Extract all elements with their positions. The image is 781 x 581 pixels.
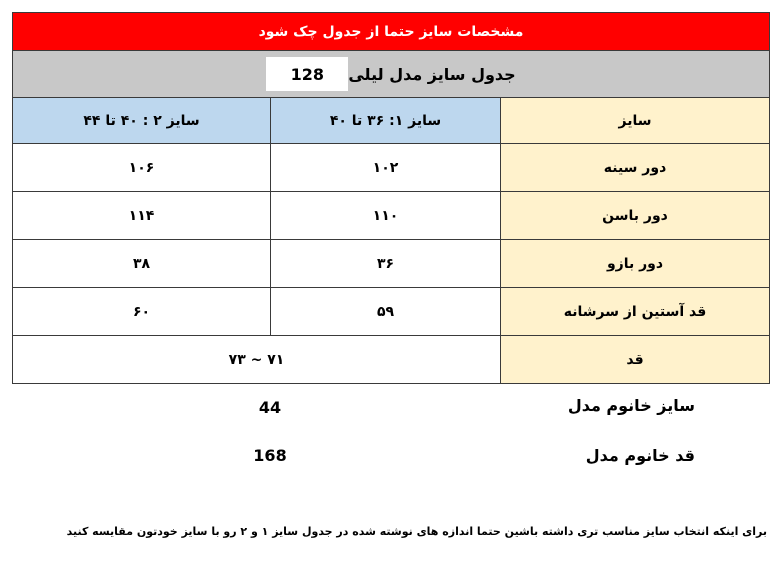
size-table (12, 12, 770, 384)
table-header-title: مشخصات سایز حتما از جدول چک شود (13, 13, 770, 51)
row-chest-label: دور سینه (501, 144, 770, 192)
table-row (13, 192, 770, 240)
model-title-row (13, 51, 770, 98)
label-header: سایز (501, 98, 770, 144)
row-arm-s2: ۳۸ (13, 240, 271, 288)
row-sleeve-label: قد آستین از سرشانه (501, 288, 770, 336)
row-hip-s2: ۱۱۴ (13, 192, 271, 240)
table-row (13, 288, 770, 336)
row-sleeve-s1: ۵۹ (271, 288, 501, 336)
model-height-value: 168 (253, 446, 287, 465)
row-sleeve-s2: ۶۰ (13, 288, 271, 336)
model-size-label: سایز خانوم مدل (567, 396, 695, 415)
model-number: 128 (266, 57, 348, 91)
row-arm-label: دور بازو (501, 240, 770, 288)
row-hip-label: دور باسن (501, 192, 770, 240)
size1-header: سایز ۱: ۳۶ تا ۴۰ (271, 98, 501, 144)
row-height-label: قد (501, 336, 770, 384)
row-height-value: ۷۱ ~ ۷۳ (13, 336, 501, 384)
row-chest-s2: ۱۰۶ (13, 144, 271, 192)
row-chest-s1: ۱۰۲ (271, 144, 501, 192)
note-text: برای اینکه انتخاب سایز مناسب تری داشته باشین حتما اندازه های نوشته شده در جدول سایز ۱ و ۲ رو با سایز خودتون مقایسه کنید (66, 525, 767, 538)
table-row (13, 336, 770, 384)
table-row (13, 144, 770, 192)
model-height-label: قد خانوم مدل (585, 446, 695, 465)
table-title: جدول سایز مدل لیلی (348, 64, 516, 84)
row-arm-s1: ۳۶ (271, 240, 501, 288)
table-row (13, 240, 770, 288)
size2-header: سایز ۲ : ۴۰ تا ۴۴ (13, 98, 271, 144)
model-size-value: 44 (258, 398, 282, 417)
row-hip-s1: ۱۱۰ (271, 192, 501, 240)
